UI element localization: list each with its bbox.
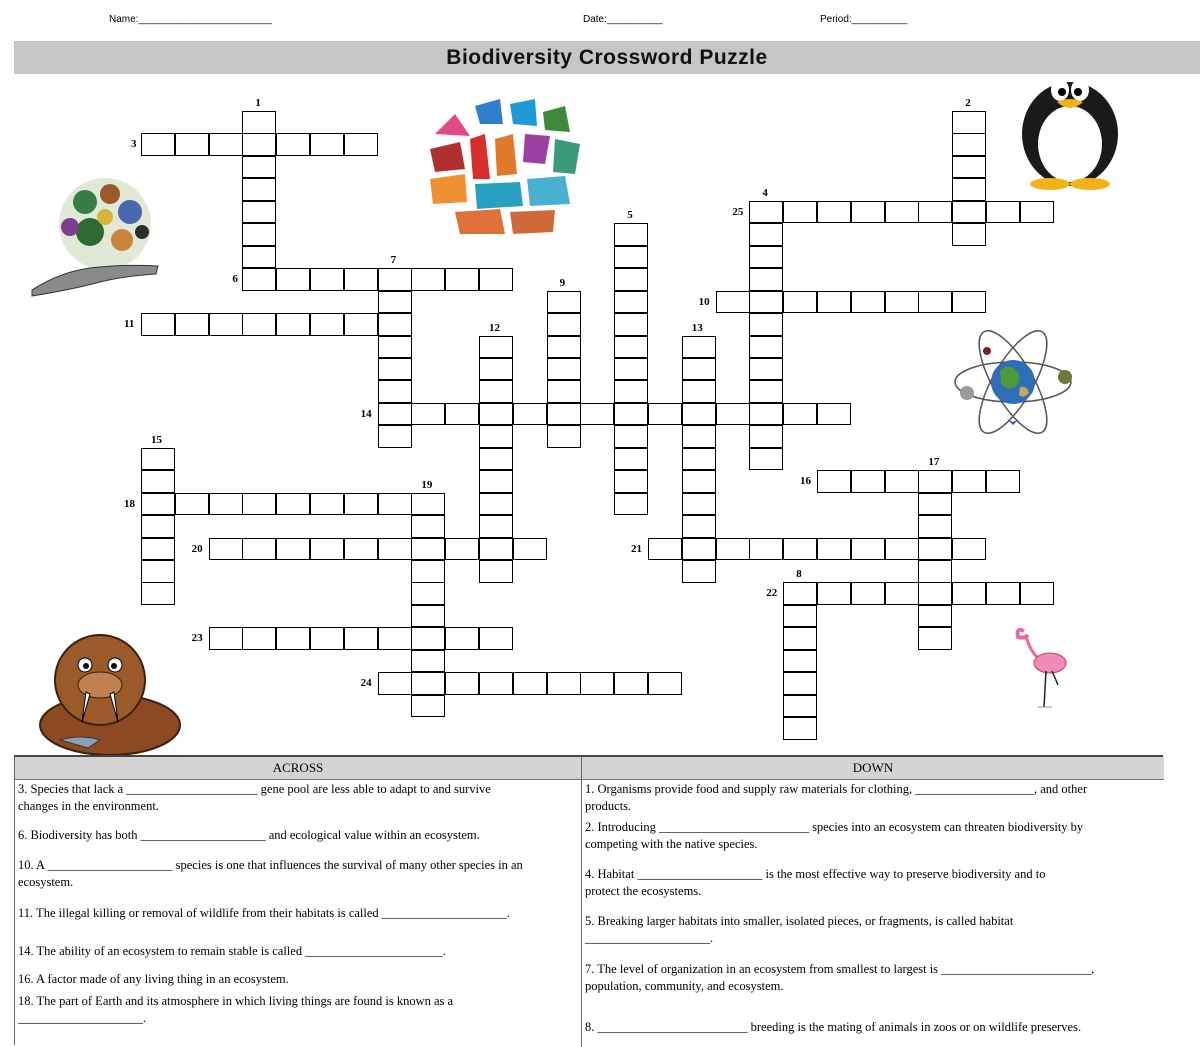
crossword-cell[interactable] <box>614 380 648 403</box>
crossword-cell[interactable] <box>952 178 986 201</box>
crossword-cell[interactable] <box>749 313 783 336</box>
crossword-cell[interactable] <box>378 268 412 291</box>
clue-number-25: 25 <box>732 205 744 218</box>
crossword-cell[interactable] <box>310 133 344 156</box>
clue-number-13: 13 <box>691 321 703 334</box>
crossword-cell[interactable] <box>378 313 412 336</box>
crossword-cell[interactable] <box>141 448 175 471</box>
clue-number-11: 11 <box>124 318 135 331</box>
crossword-cell[interactable] <box>749 336 783 359</box>
crossword-cell[interactable] <box>817 291 851 314</box>
crossword-cell[interactable] <box>918 515 952 538</box>
crossword-cell[interactable] <box>952 156 986 179</box>
clue-line: population, community, and ecosystem. <box>585 979 784 993</box>
crossword-cell[interactable] <box>310 538 344 561</box>
crossword-cell[interactable] <box>648 538 682 561</box>
clue-line: 7. The level of organization in an ecosystem from smallest to largest is ________________________, <box>585 962 1095 976</box>
crossword-cell[interactable] <box>682 470 716 493</box>
clue-line: 14. The ability of an ecosystem to remain stable is called ______________________. <box>18 944 446 958</box>
crossword-cell[interactable] <box>749 425 783 448</box>
clue-number-6: 6 <box>232 273 238 286</box>
clue-number-17: 17 <box>928 456 940 469</box>
clue-number-21: 21 <box>631 542 642 555</box>
crossword-cell[interactable] <box>209 493 243 516</box>
crossword-cell[interactable] <box>411 515 445 538</box>
across-clue <box>18 943 446 960</box>
crossword-cell[interactable] <box>783 201 817 224</box>
crossword-cell[interactable] <box>885 538 919 561</box>
crossword-cell[interactable] <box>614 403 648 426</box>
column-divider <box>581 757 582 1047</box>
crossword-cell[interactable] <box>614 493 648 516</box>
crossword-cell[interactable] <box>817 582 851 605</box>
crossword-cell[interactable] <box>749 403 783 426</box>
crossword-cell[interactable] <box>817 201 851 224</box>
crossword-cell[interactable] <box>952 133 986 156</box>
crossword-cell[interactable] <box>614 268 648 291</box>
crossword-cell[interactable] <box>276 538 310 561</box>
penguin-illustration <box>1015 62 1125 192</box>
clue-line: 8. ________________________ breeding is the mating of animals in zoos or on wildlife preserves. <box>585 1020 1082 1034</box>
crossword-cell[interactable] <box>851 538 885 561</box>
crossword-cell[interactable] <box>276 493 310 516</box>
crossword-cell[interactable] <box>411 403 445 426</box>
crossword-cell[interactable] <box>918 470 952 493</box>
crossword-cell[interactable] <box>242 268 276 291</box>
crossword-cell[interactable] <box>885 201 919 224</box>
crossword-cell[interactable] <box>547 403 581 426</box>
crossword-cell[interactable] <box>547 425 581 448</box>
crossword-cell[interactable] <box>952 223 986 246</box>
crossword-cell[interactable] <box>141 313 175 336</box>
crossword-cell[interactable] <box>276 313 310 336</box>
clue-number-1: 1 <box>255 97 261 109</box>
crossword-cell[interactable] <box>209 133 243 156</box>
crossword-cell[interactable] <box>783 695 817 718</box>
crossword-cell[interactable] <box>547 672 581 695</box>
crossword-cell[interactable] <box>614 358 648 381</box>
crossword-cell[interactable] <box>614 291 648 314</box>
crossword-cell[interactable] <box>986 582 1020 605</box>
page-title: Biodiversity Crossword Puzzle <box>446 45 768 69</box>
crossword-cell[interactable] <box>952 291 986 314</box>
crossword-cell[interactable] <box>141 560 175 583</box>
crossword-cell[interactable] <box>749 268 783 291</box>
across-clue <box>18 993 453 1027</box>
crossword-cell[interactable] <box>918 291 952 314</box>
crossword-cell[interactable] <box>479 493 513 516</box>
clue-line: 16. A factor made of any living thing in an ecosystem. <box>18 972 289 986</box>
crossword-cell[interactable] <box>614 223 648 246</box>
crossword-cell[interactable] <box>141 133 175 156</box>
crossword-cell[interactable] <box>141 582 175 605</box>
crossword-cell[interactable] <box>141 493 175 516</box>
crossword-cell[interactable] <box>749 358 783 381</box>
clue-line: 6. Biodiversity has both ____________________ and ecological value within an ecosystem. <box>18 828 480 842</box>
crossword-cell[interactable] <box>378 380 412 403</box>
crossword-cell[interactable] <box>242 223 276 246</box>
clue-line: competing with the native species. <box>585 837 758 851</box>
clues-table <box>14 755 1163 1045</box>
crossword-cell[interactable] <box>310 493 344 516</box>
crossword-cell[interactable] <box>614 470 648 493</box>
clue-line: protect the ecosystems. <box>585 884 702 898</box>
clue-number-5: 5 <box>627 209 633 222</box>
crossword-cell[interactable] <box>783 538 817 561</box>
crossword-cell[interactable] <box>682 425 716 448</box>
clue-line: 18. The part of Earth and its atmosphere in which living things are found is known as a <box>18 994 454 1008</box>
crossword-cell[interactable] <box>952 111 986 134</box>
crossword-cell[interactable] <box>378 336 412 359</box>
down-clue <box>585 866 1045 900</box>
crossword-cell[interactable] <box>580 403 614 426</box>
crossword-cell[interactable] <box>648 672 682 695</box>
crossword-cell[interactable] <box>885 470 919 493</box>
crossword-cell[interactable] <box>682 380 716 403</box>
crossword-cell[interactable] <box>952 201 986 224</box>
crossword-cell[interactable] <box>749 201 783 224</box>
crossword-cell[interactable] <box>276 133 310 156</box>
crossword-cell[interactable] <box>411 695 445 718</box>
crossword-cell[interactable] <box>682 515 716 538</box>
crossword-cell[interactable] <box>952 470 986 493</box>
crossword-cell[interactable] <box>682 403 716 426</box>
crossword-cell[interactable] <box>952 582 986 605</box>
crossword-cell[interactable] <box>411 582 445 605</box>
crossword-cell[interactable] <box>918 538 952 561</box>
crossword-cell[interactable] <box>344 627 378 650</box>
crossword-cell[interactable] <box>479 672 513 695</box>
crossword-cell[interactable] <box>479 448 513 471</box>
crossword-cell[interactable] <box>344 133 378 156</box>
crossword-cell[interactable] <box>547 313 581 336</box>
crossword-cell[interactable] <box>614 313 648 336</box>
crossword-cell[interactable] <box>749 223 783 246</box>
crossword-cell[interactable] <box>445 403 479 426</box>
crossword-cell[interactable] <box>749 448 783 471</box>
crossword-cell[interactable] <box>918 201 952 224</box>
crossword-cell[interactable] <box>783 582 817 605</box>
clue-number-10: 10 <box>698 295 710 308</box>
crossword-cell[interactable] <box>141 538 175 561</box>
crossword-cell[interactable] <box>614 336 648 359</box>
crossword-cell[interactable] <box>411 493 445 516</box>
down-clue <box>585 1019 1081 1036</box>
crossword-cell[interactable] <box>479 515 513 538</box>
crossword-cell[interactable] <box>141 515 175 538</box>
crossword-cell[interactable] <box>1020 201 1054 224</box>
crossword-cell[interactable] <box>445 268 479 291</box>
hand-globe-illustration <box>30 172 165 297</box>
clue-number-12: 12 <box>489 321 500 334</box>
crossword-cell[interactable] <box>242 156 276 179</box>
crossword-cell[interactable] <box>918 627 952 650</box>
crossword-cell[interactable] <box>614 672 648 695</box>
crossword-cell[interactable] <box>547 291 581 314</box>
crossword-cell[interactable] <box>851 582 885 605</box>
clue-line: 2. Introducing ________________________ species into an ecosystem can threaten biodiversity by <box>585 820 1084 834</box>
crossword-cell[interactable] <box>209 627 243 650</box>
crossword-cell[interactable] <box>817 403 851 426</box>
crossword-cell[interactable] <box>209 538 243 561</box>
clue-number-3: 3 <box>131 138 137 151</box>
crossword-cell[interactable] <box>175 313 209 336</box>
crossword-cell[interactable] <box>344 313 378 336</box>
crossword-cell[interactable] <box>242 627 276 650</box>
crossword-cell[interactable] <box>411 560 445 583</box>
crossword-cell[interactable] <box>479 627 513 650</box>
clue-line: 4. Habitat ____________________ is the most effective way to preserve biodiversity and to <box>585 867 1046 881</box>
crossword-cell[interactable] <box>783 717 817 740</box>
clue-line: products. <box>585 799 632 813</box>
crossword-cell[interactable] <box>411 650 445 673</box>
crossword-cell[interactable] <box>479 336 513 359</box>
crossword-cell[interactable] <box>445 627 479 650</box>
crossword-cell[interactable] <box>378 493 412 516</box>
name-field[interactable]: Name:________________________ <box>109 14 272 25</box>
crossword-cell[interactable] <box>682 448 716 471</box>
clue-line: 5. Breaking larger habitats into smaller, isolated pieces, or fragments, is called habitat <box>585 914 1014 928</box>
clue-line: 1. Organisms provide food and supply raw materials for clothing, ___________________, and other <box>585 782 1088 796</box>
down-clue <box>585 781 1087 815</box>
crossword-cell[interactable] <box>817 538 851 561</box>
crossword-cell[interactable] <box>851 470 885 493</box>
origami-animals-illustration <box>425 94 585 239</box>
clue-number-2: 2 <box>965 97 971 109</box>
crossword-cell[interactable] <box>851 291 885 314</box>
crossword-cell[interactable] <box>344 493 378 516</box>
crossword-cell[interactable] <box>749 246 783 269</box>
crossword-cell[interactable] <box>547 336 581 359</box>
crossword-cell[interactable] <box>783 672 817 695</box>
clue-number-7: 7 <box>390 254 397 267</box>
crossword-cell[interactable] <box>885 582 919 605</box>
crossword-cell[interactable] <box>783 627 817 650</box>
crossword-cell[interactable] <box>242 201 276 224</box>
crossword-cell[interactable] <box>479 358 513 381</box>
period-field[interactable]: Period:__________ <box>820 14 908 25</box>
crossword-cell[interactable] <box>783 403 817 426</box>
down-heading: DOWN <box>582 757 1164 780</box>
crossword-cell[interactable] <box>547 380 581 403</box>
crossword-cell[interactable] <box>242 246 276 269</box>
clue-number-16: 16 <box>800 475 811 488</box>
crossword-cell[interactable] <box>378 291 412 314</box>
crossword-cell[interactable] <box>513 403 547 426</box>
crossword-cell[interactable] <box>918 582 952 605</box>
clue-number-23: 23 <box>191 632 203 645</box>
crossword-cell[interactable] <box>749 291 783 314</box>
crossword-cell[interactable] <box>411 538 445 561</box>
crossword-cell[interactable] <box>378 627 412 650</box>
across-clue <box>18 905 510 922</box>
crossword-cell[interactable] <box>682 336 716 359</box>
crossword-cell[interactable] <box>716 538 750 561</box>
clue-line: ____________________. <box>18 1011 147 1025</box>
clue-number-22: 22 <box>766 587 778 600</box>
crossword-cell[interactable] <box>242 313 276 336</box>
crossword-cell[interactable] <box>411 605 445 628</box>
crossword-cell[interactable] <box>682 538 716 561</box>
across-clue <box>18 971 289 988</box>
crossword-cell[interactable] <box>242 133 276 156</box>
crossword-cell[interactable] <box>242 493 276 516</box>
crossword-cell[interactable] <box>716 291 750 314</box>
crossword-cell[interactable] <box>209 313 243 336</box>
date-field[interactable]: Date:__________ <box>583 14 663 25</box>
crossword-cell[interactable] <box>614 246 648 269</box>
down-clue <box>585 961 1094 995</box>
clue-number-20: 20 <box>191 542 203 555</box>
clue-number-15: 15 <box>151 433 162 446</box>
clue-number-24: 24 <box>360 677 372 690</box>
crossword-cell[interactable] <box>411 627 445 650</box>
crossword-cell[interactable] <box>749 380 783 403</box>
crossword-cell[interactable] <box>242 178 276 201</box>
crossword-cell[interactable] <box>952 538 986 561</box>
crossword-cell[interactable] <box>918 605 952 628</box>
crossword-cell[interactable] <box>344 538 378 561</box>
crossword-cell[interactable] <box>411 268 445 291</box>
crossword-cell[interactable] <box>614 425 648 448</box>
crossword-cell[interactable] <box>276 627 310 650</box>
crossword-cell[interactable] <box>445 672 479 695</box>
crossword-cell[interactable] <box>310 627 344 650</box>
crossword-cell[interactable] <box>378 403 412 426</box>
across-heading: ACROSS <box>15 757 581 780</box>
crossword-cell[interactable] <box>547 358 581 381</box>
flamingo-illustration <box>1010 625 1080 715</box>
crossword-cell[interactable] <box>783 650 817 673</box>
crossword-cell[interactable] <box>378 425 412 448</box>
down-clue <box>585 913 1013 947</box>
crossword-cell[interactable] <box>580 672 614 695</box>
crossword-cell[interactable] <box>1020 582 1054 605</box>
crossword-cell[interactable] <box>276 268 310 291</box>
crossword-cell[interactable] <box>344 268 378 291</box>
crossword-cell[interactable] <box>783 291 817 314</box>
crossword-cell[interactable] <box>479 470 513 493</box>
crossword-cell[interactable] <box>175 133 209 156</box>
clue-number-19: 19 <box>421 478 433 491</box>
crossword-cell[interactable] <box>141 470 175 493</box>
crossword-cell[interactable] <box>479 560 513 583</box>
crossword-cell[interactable] <box>817 470 851 493</box>
across-clue <box>18 781 491 815</box>
clue-number-8: 8 <box>796 568 802 581</box>
walrus-illustration <box>20 630 190 755</box>
crossword-cell[interactable] <box>479 538 513 561</box>
crossword-cell[interactable] <box>310 268 344 291</box>
crossword-cell[interactable] <box>986 201 1020 224</box>
crossword-cell[interactable] <box>682 493 716 516</box>
crossword-cell[interactable] <box>378 358 412 381</box>
clue-line: changes in the environment. <box>18 799 159 813</box>
atom-earth-illustration <box>945 325 1085 440</box>
crossword-cell[interactable] <box>648 403 682 426</box>
crossword-cell[interactable] <box>378 538 412 561</box>
crossword-cell[interactable] <box>783 605 817 628</box>
clue-line: 11. The illegal killing or removal of wildlife from their habitats is called ____________________. <box>18 906 510 920</box>
clue-line: 3. Species that lack a _____________________ gene pool are less able to adapt to and survive <box>18 782 491 796</box>
crossword-cell[interactable] <box>479 403 513 426</box>
crossword-cell[interactable] <box>682 358 716 381</box>
crossword-cell[interactable] <box>851 201 885 224</box>
crossword-cell[interactable] <box>479 425 513 448</box>
crossword-cell[interactable] <box>986 470 1020 493</box>
crossword-cell[interactable] <box>479 380 513 403</box>
crossword-cell[interactable] <box>378 672 412 695</box>
crossword-cell[interactable] <box>682 560 716 583</box>
down-clue <box>585 819 1083 853</box>
crossword-cell[interactable] <box>918 560 952 583</box>
crossword-cell[interactable] <box>445 538 479 561</box>
crossword-cell[interactable] <box>242 538 276 561</box>
clue-line: ____________________. <box>585 931 714 945</box>
crossword-cell[interactable] <box>749 538 783 561</box>
crossword-cell[interactable] <box>479 268 513 291</box>
clue-line: 10. A ____________________ species is one that influences the survival of many other species in an <box>18 858 523 872</box>
crossword-cell[interactable] <box>885 291 919 314</box>
crossword-cell[interactable] <box>310 313 344 336</box>
clue-number-4: 4 <box>762 186 768 199</box>
clue-line: ecosystem. <box>18 875 74 889</box>
crossword-cell[interactable] <box>513 672 547 695</box>
crossword-cell[interactable] <box>614 448 648 471</box>
clue-number-18: 18 <box>124 497 135 510</box>
crossword-cell[interactable] <box>242 111 276 134</box>
crossword-cell[interactable] <box>918 493 952 516</box>
crossword-cell[interactable] <box>175 493 209 516</box>
crossword-cell[interactable] <box>716 403 750 426</box>
crossword-cell[interactable] <box>411 672 445 695</box>
clue-number-9: 9 <box>559 276 566 289</box>
across-clue <box>18 827 480 844</box>
clue-number-14: 14 <box>360 407 372 420</box>
crossword-cell[interactable] <box>513 538 547 561</box>
across-clue <box>18 857 523 891</box>
